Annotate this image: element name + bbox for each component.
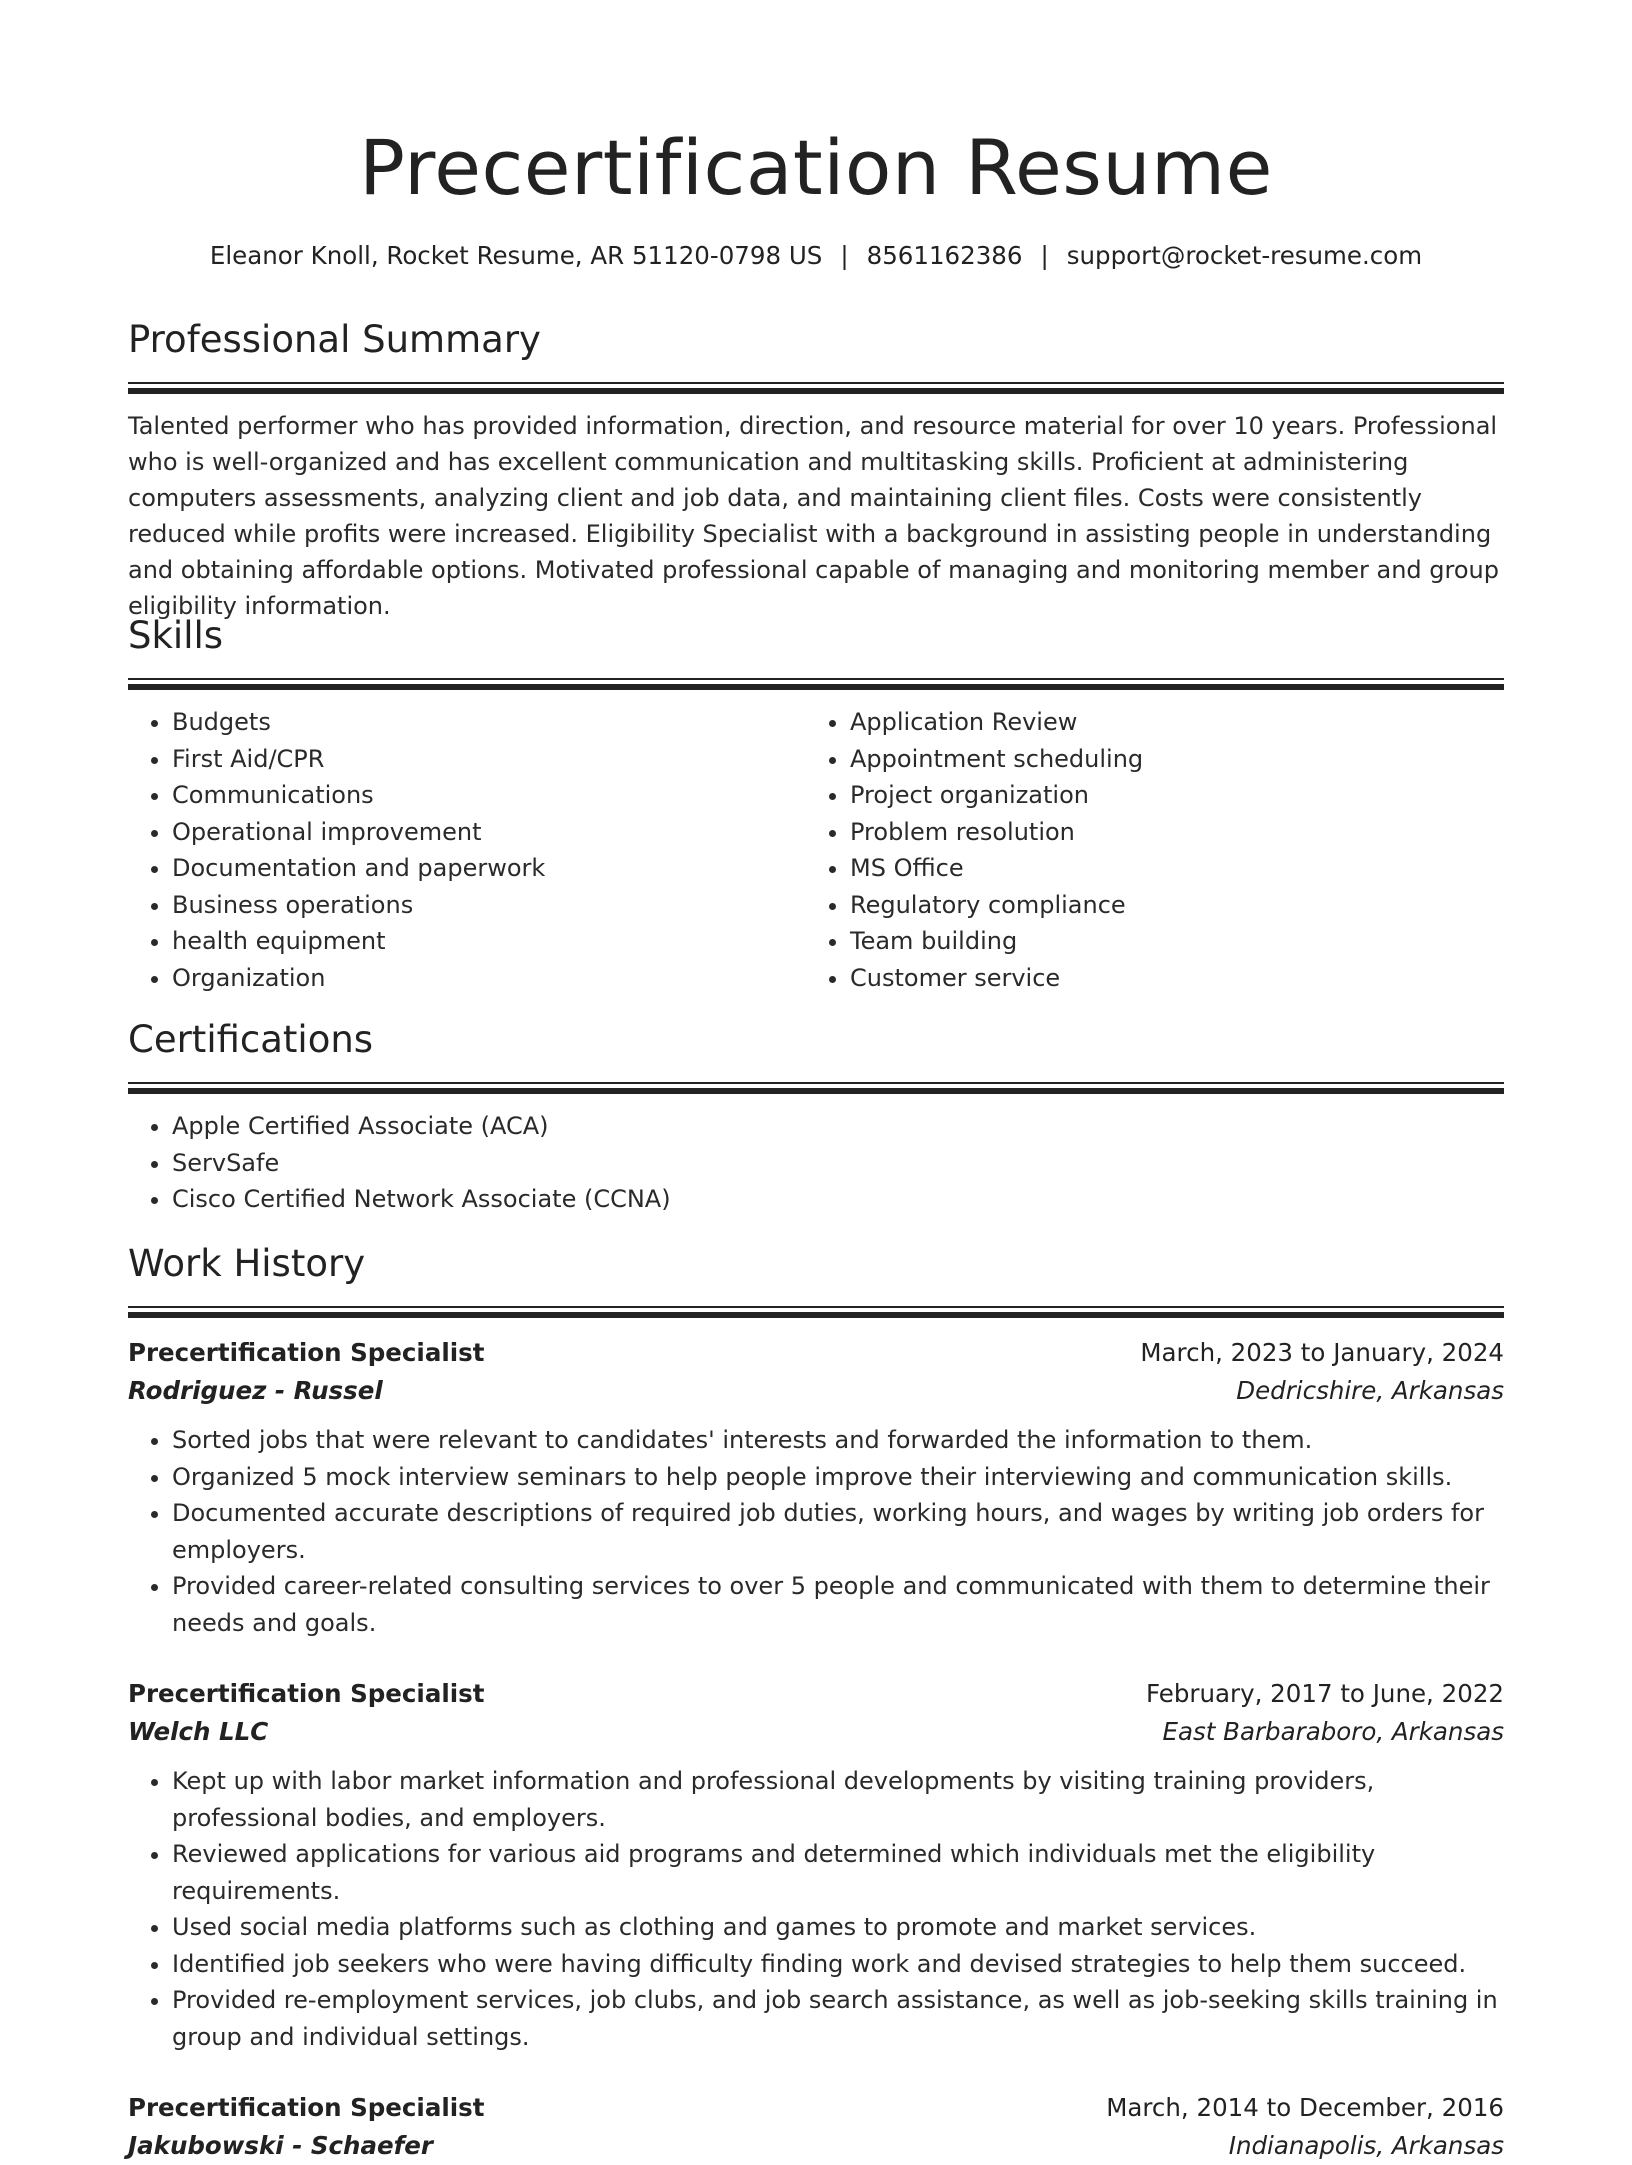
skill-item: • Project organization [850, 777, 1484, 814]
skill-item: • Communications [172, 777, 806, 814]
job-duty-item: • Documented accurate descriptions of required job duties, working hours, and wages by writing job orders for employers. [172, 1495, 1504, 1568]
job-dates: March, 2014 to December, 2016 [1106, 2093, 1504, 2122]
skill-item: • Problem resolution [850, 814, 1484, 851]
summary-section [128, 316, 1504, 624]
contact-email: support@rocket-resume.com [1066, 241, 1423, 270]
skill-item: • Team building [850, 923, 1484, 960]
skills-column-right [806, 690, 1484, 996]
section-divider [128, 1306, 1504, 1318]
skill-item: • MS Office [850, 850, 1484, 887]
contact-phone: 8561162386 [866, 241, 1023, 270]
job-location: East Barbaraboro, Arkansas [1162, 1717, 1504, 1746]
skill-item: • Operational improvement [172, 814, 806, 851]
section-divider [128, 678, 1504, 690]
work-history-heading: Work History [128, 1242, 366, 1285]
certifications-heading: Certifications [128, 1018, 374, 1061]
job-duty-item: • Sorted jobs that were relevant to candidates' interests and forwarded the information to them. [172, 1422, 1504, 1459]
certification-list [128, 1108, 1504, 1218]
job-duty-item: • Provided career-related consulting services to over 5 people and communicated with them to determine their needs and goals. [172, 1568, 1504, 1641]
skills-column-left [128, 690, 806, 996]
skill-list [128, 704, 806, 996]
job-location: Indianapolis, Arkansas [1228, 2131, 1504, 2160]
job-duty-item: • Kept up with labor market information and professional developments by visiting training providers, professional bodies, and employers. [172, 1763, 1504, 1836]
skill-item: • Organization [172, 960, 806, 997]
job-dates: March, 2023 to January, 2024 [1140, 1338, 1504, 1367]
work-history-section [128, 1240, 1504, 2165]
job-company: Rodriguez - Russel [128, 1376, 383, 1405]
skills-heading: Skills [128, 614, 224, 657]
job-entry [128, 2089, 1504, 2165]
job-title: Precertification Specialist [128, 2093, 485, 2122]
contact-address: Eleanor Knoll, Rocket Resume, AR 51120-0798 US [209, 241, 823, 270]
job-duty-item: • Organized 5 mock interview seminars to help people improve their interviewing and communication skills. [172, 1459, 1504, 1496]
skill-item: • Business operations [172, 887, 806, 924]
job-entry [128, 1334, 1504, 1641]
skill-item: • Customer service [850, 960, 1484, 997]
job-entry [128, 1675, 1504, 2055]
job-duty-item: • Identified job seekers who were having difficulty finding work and devised strategies to help them succeed. [172, 1946, 1504, 1983]
section-divider [128, 1082, 1504, 1094]
job-title: Precertification Specialist [128, 1338, 485, 1367]
job-company: Welch LLC [128, 1717, 269, 1746]
job-title: Precertification Specialist [128, 1679, 485, 1708]
contact-line [128, 238, 1504, 274]
skills-section [128, 612, 1504, 996]
certification-item: • ServSafe [172, 1145, 1504, 1182]
contact-separator: | [1040, 241, 1049, 270]
skill-item: • Budgets [172, 704, 806, 741]
certification-item: • Apple Certified Associate (ACA) [172, 1108, 1504, 1145]
job-duty-item: • Provided re-employment services, job clubs, and job search assistance, as well as job-seeking skills training in group and individual settings. [172, 1982, 1504, 2055]
job-duty-list [128, 1763, 1504, 2055]
skill-item: • health equipment [172, 923, 806, 960]
job-duty-list [128, 1422, 1504, 1641]
skill-item: • Documentation and paperwork [172, 850, 806, 887]
resume-title: Precertification Resume [359, 123, 1273, 212]
skill-item: • Appointment scheduling [850, 741, 1484, 778]
contact-separator: | [840, 241, 849, 270]
job-company: Jakubowski - Schaefer [128, 2131, 434, 2160]
section-divider [128, 382, 1504, 394]
skill-list [806, 704, 1484, 996]
certifications-section [128, 1016, 1504, 1218]
job-duty-item: • Reviewed applications for various aid programs and determined which individuals met the eligibility requirements. [172, 1836, 1504, 1909]
skill-item: • Application Review [850, 704, 1484, 741]
summary-heading: Professional Summary [128, 318, 541, 361]
certification-item: • Cisco Certified Network Associate (CCNA) [172, 1181, 1504, 1218]
skill-item: • First Aid/CPR [172, 741, 806, 778]
skill-item: • Regulatory compliance [850, 887, 1484, 924]
summary-text: Talented performer who has provided information, direction, and resource material for over 10 years. Professional who is well-organized and has excellent communication and multitasking skills. Proficient at administering computers assessments, analyzing client and job data, and maintaining client files. Costs were consistently reduced while profits were increased. Eligibility Specialist with a background in assisting people in understanding and obtaining affordable options. Motivated professional capable of managing and monitoring member and group eligibility information. [128, 412, 1499, 620]
job-location: Dedricshire, Arkansas [1236, 1376, 1504, 1405]
skills-columns [128, 690, 1504, 996]
job-duty-item: • Used social media platforms such as clothing and games to promote and market services. [172, 1909, 1504, 1946]
job-dates: February, 2017 to June, 2022 [1146, 1679, 1504, 1708]
